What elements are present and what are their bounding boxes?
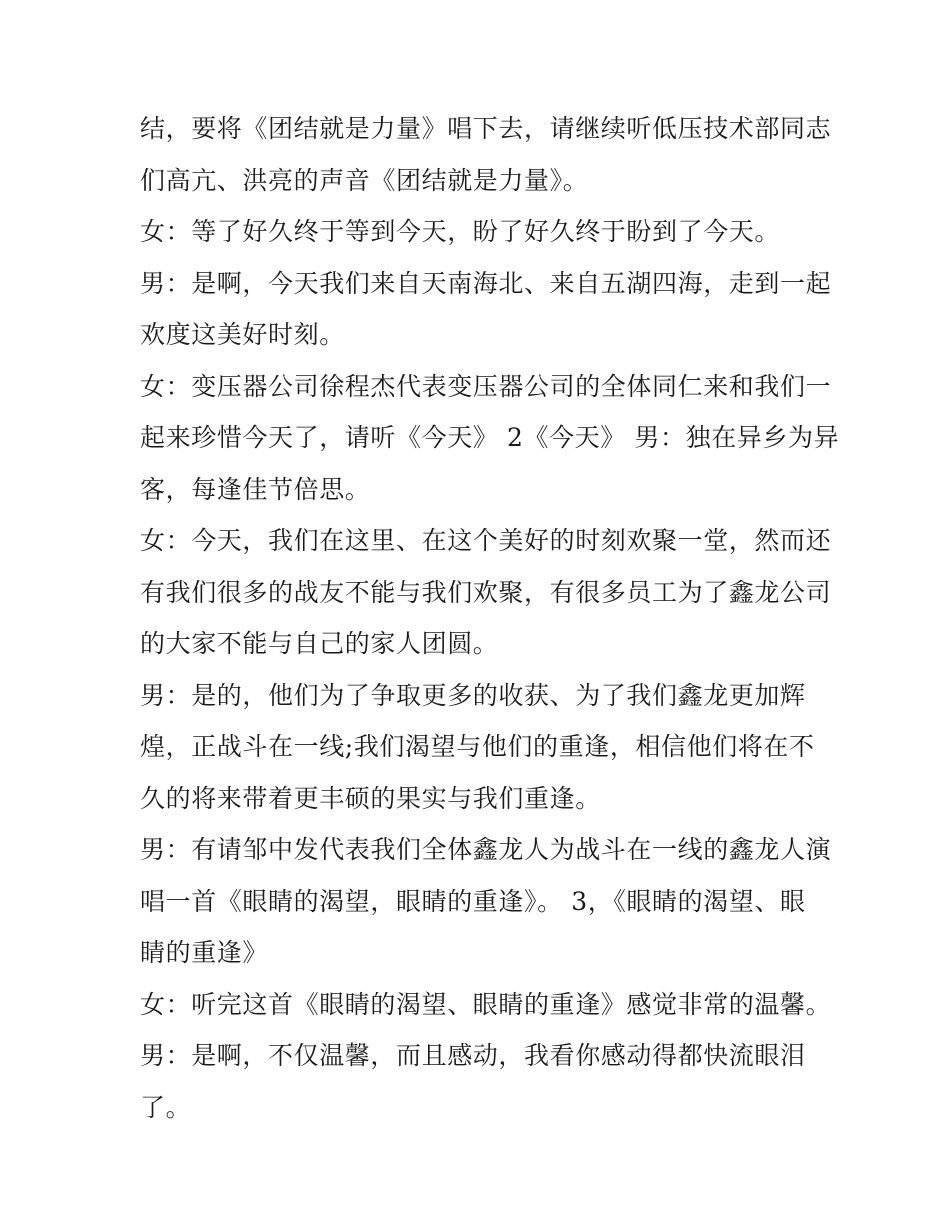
text-line: 们高亢、洪亮的声音《团结就是力量》。	[140, 165, 589, 195]
text-line: 的大家不能与自己的家人团圆。	[140, 629, 499, 658]
text-line: 男：是啊，不仅温馨，而且感动，我看你感动得都快流眼泪	[140, 1041, 806, 1070]
text-line: 唱一首《眼睛的渴望，眼睛的重逢》。 3，《眼睛的渴望、眼	[140, 886, 806, 916]
text-line: 结，要将《团结就是力量》唱下去，请继续听低压技术部同志	[140, 114, 832, 143]
text-line: 女：变压器公司徐程杰代表变压器公司的全体同仁来和我们一	[140, 371, 832, 401]
text-line: 客，每逢佳节倍思。	[140, 474, 371, 504]
text-line: 女：听完这首《眼睛的渴望、眼睛的重逢》感觉非常的温馨。	[140, 989, 832, 1019]
text-line: 起来珍惜今天了，请听《今天》 2《今天》 男：独在异乡为异	[140, 423, 840, 452]
text-line: 久的将来带着更丰硕的果实与我们重逢。	[140, 783, 601, 813]
text-line: 欢度这美好时刻。	[140, 320, 345, 349]
text-line: 了。	[140, 1092, 192, 1122]
document-body	[140, 103, 840, 1133]
text-line: 男：是啊，今天我们来自天南海北、来自五湖四海，走到一起	[140, 268, 832, 298]
text-line: 睛的重逢》	[140, 938, 269, 967]
text-line: 男：是的，他们为了争取更多的收获、为了我们鑫龙更加辉	[140, 680, 806, 710]
text-line: 女：今天，我们在这里、在这个美好的时刻欢聚一堂，然而还	[140, 526, 832, 555]
text-line: 男：有请邹中发代表我们全体鑫龙人为战斗在一线的鑫龙人演	[140, 835, 832, 864]
text-line: 煌，正战斗在一线;我们渴望与他们的重逢，相信他们将在不	[140, 732, 815, 761]
text-line: 有我们很多的战友不能与我们欢聚，有很多员工为了鑫龙公司	[140, 577, 832, 607]
text-line: 女：等了好久终于等到今天，盼了好久终于盼到了今天。	[140, 217, 781, 246]
